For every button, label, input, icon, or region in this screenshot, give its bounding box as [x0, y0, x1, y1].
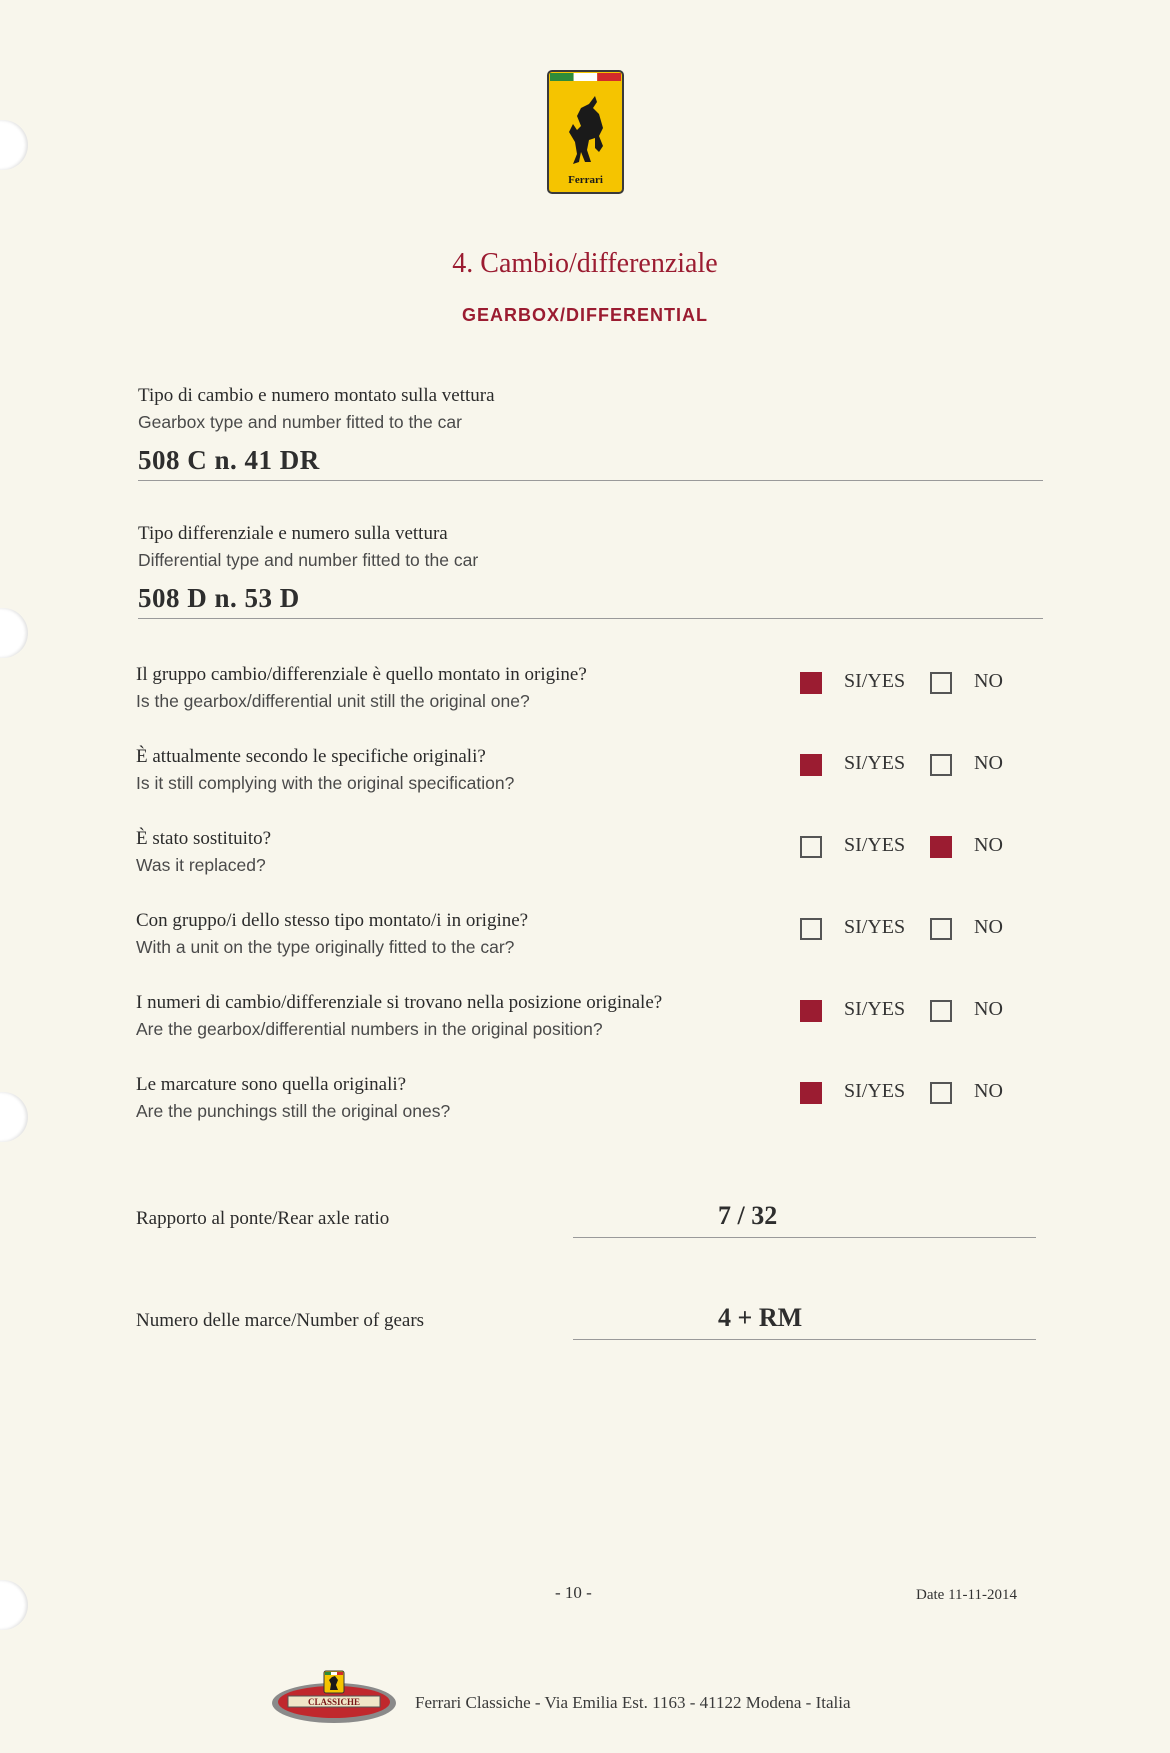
yes-checkbox[interactable]: [800, 754, 822, 776]
no-label: NO: [974, 834, 1003, 856]
question-text-it: I numeri di cambio/differenziale si trovano nella posizione originale?: [136, 992, 663, 1013]
question-replaced: [136, 826, 1056, 886]
svg-text:Ferrari: Ferrari: [568, 174, 603, 186]
binder-hole: [0, 608, 28, 658]
prancing-horse-icon: [547, 70, 624, 194]
no-checkbox[interactable]: [930, 1000, 952, 1022]
question-original-punchings: [136, 1072, 1056, 1132]
yes-checkbox[interactable]: [800, 672, 822, 694]
field-label-it: Tipo di cambio e numero montato sulla vettura: [138, 385, 495, 406]
page-subtitle: GEARBOX/DIFFERENTIAL: [461, 305, 708, 325]
yes-label: SI/YES: [844, 670, 906, 692]
field-label-en: Gearbox type and number fitted to the car: [138, 412, 462, 432]
yes-checkbox[interactable]: [800, 1000, 822, 1022]
gearbox-type-field: [138, 383, 1043, 481]
question-original-spec: [136, 744, 1056, 804]
binder-hole: [0, 120, 28, 170]
yes-checkbox[interactable]: [800, 836, 822, 858]
question-original-unit: [136, 662, 1056, 722]
rear-axle-ratio-value: 7 / 32: [573, 1201, 1036, 1238]
question-text-it: È stato sostituito?: [136, 828, 272, 849]
no-label: NO: [974, 1080, 1003, 1102]
no-label: NO: [974, 916, 1003, 938]
no-checkbox[interactable]: [930, 1082, 952, 1104]
binder-hole: [0, 1580, 28, 1630]
number-of-gears-label: Numero delle marce/Number of gears: [136, 1310, 425, 1331]
svg-text:CLASSICHE: CLASSICHE: [307, 1697, 361, 1707]
no-checkbox[interactable]: [930, 918, 952, 940]
rear-axle-ratio-label: Rapporto al ponte/Rear axle ratio: [136, 1208, 390, 1229]
yes-label: SI/YES: [844, 834, 906, 856]
yes-label: SI/YES: [844, 1080, 906, 1102]
no-checkbox[interactable]: [930, 672, 952, 694]
no-label: NO: [974, 752, 1003, 774]
question-text-it: È attualmente secondo le specifiche originali?: [136, 746, 486, 767]
gearbox-type-value: 508 C n. 41 DR: [138, 445, 1043, 481]
yes-label: SI/YES: [844, 916, 906, 938]
no-checkbox[interactable]: [930, 754, 952, 776]
question-text-en: With a unit on the type originally fitted to the car?: [136, 937, 515, 957]
field-label-en: Differential type and number fitted to the car: [138, 550, 479, 570]
question-text-it: Il gruppo cambio/differenziale è quello montato in origine?: [136, 664, 587, 685]
yes-label: SI/YES: [844, 998, 906, 1020]
footer-address: Ferrari Classiche - Via Emilia Est. 1163 - 41122 Modena - Italia: [415, 1693, 851, 1712]
page-title: 4. Cambio/differenziale: [452, 248, 718, 279]
differential-type-field: [138, 521, 1043, 619]
page-number: - 10 -: [555, 1583, 592, 1602]
no-label: NO: [974, 670, 1003, 692]
differential-type-value: 508 D n. 53 D: [138, 583, 1043, 619]
question-text-it: Con gruppo/i dello stesso tipo montato/i in origine?: [136, 910, 529, 931]
yes-checkbox[interactable]: [800, 918, 822, 940]
yes-checkbox[interactable]: [800, 1082, 822, 1104]
question-text-en: Was it replaced?: [136, 855, 266, 875]
document-date: Date 11-11-2014: [916, 1587, 1017, 1603]
question-numbers-position: [136, 990, 1056, 1050]
field-label-it: Tipo differenziale e numero sulla vettura: [138, 523, 448, 544]
number-of-gears-row: [136, 1290, 1036, 1340]
question-text-en: Are the punchings still the original ones?: [136, 1101, 451, 1121]
ferrari-classiche-badge-icon: [268, 1665, 400, 1731]
no-checkbox[interactable]: [930, 836, 952, 858]
no-label: NO: [974, 998, 1003, 1020]
question-text-en: Is it still complying with the original specification?: [136, 773, 515, 793]
binder-hole: [0, 1092, 28, 1142]
question-text-en: Are the gearbox/differential numbers in the original position?: [136, 1019, 603, 1039]
question-same-type-unit: [136, 908, 1056, 968]
number-of-gears-value: 4 + RM: [573, 1303, 1036, 1340]
rear-axle-ratio-row: [136, 1188, 1036, 1238]
yes-label: SI/YES: [844, 752, 906, 774]
question-text-en: Is the gearbox/differential unit still the original one?: [136, 691, 530, 711]
question-text-it: Le marcature sono quella originali?: [136, 1074, 407, 1095]
